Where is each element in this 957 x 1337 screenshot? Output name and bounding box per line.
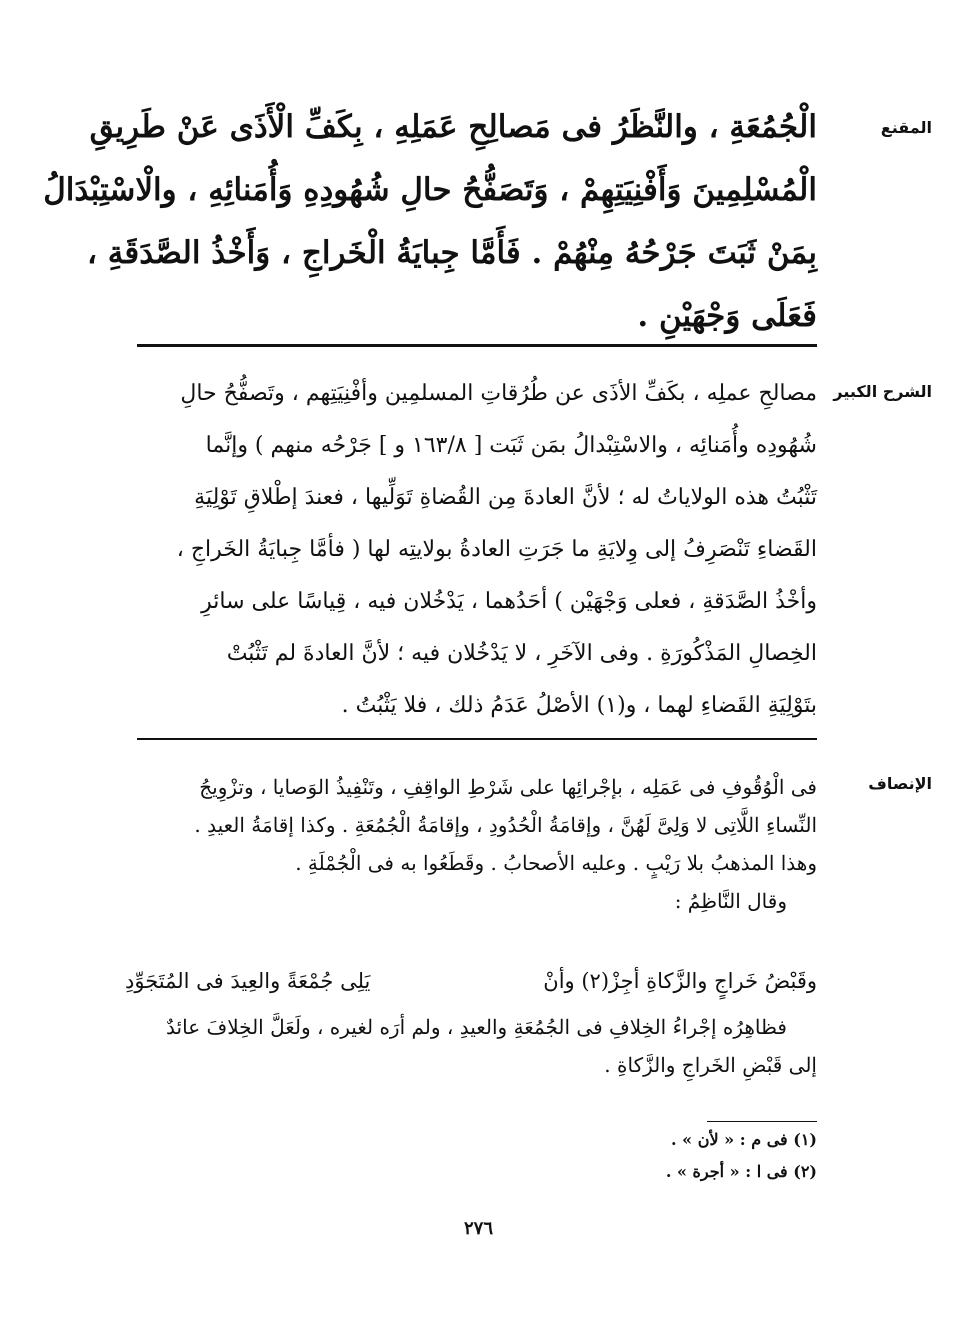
poem-second-hemistich: يَلِى جُمْعَةً والعِيدَ فى المُتَجَوِّدِ bbox=[125, 969, 371, 993]
page-number: ٢٧٦ bbox=[463, 1218, 493, 1239]
section-divider bbox=[137, 738, 817, 740]
text-line: الْمُسْلِمِينَ وَأَفْنِيَتِهِمْ ، وَتَصَفُّحُ حالِ شُهُودِهِ وَأُمَنائِهِ ، والْاسْتِبْدَالُ bbox=[43, 172, 817, 208]
poem-first-hemistich: وقَبْضُ خَراجٍ والزَّكاةِ أجِزْ(٢) وأنْ bbox=[543, 969, 817, 993]
text-line: وهذا المذهبُ بلا رَيْبٍ . وعليه الأصحابُ . وقَطَعُوا به فى الْجُمْلَةِ . bbox=[295, 851, 817, 875]
text-line: القَضاءِ تَنْصَرِفُ إلى وِلايَةِ ما جَرَتِ العادةُ بولايتِه لها ( فأمَّا جِبايَةُ الخَراجِ ، bbox=[176, 537, 817, 562]
text-line: تَثْبُتُ هذه الولاياتُ له ؛ لأنَّ العادةَ مِن القُضاةِ تَوَلِّيها ، فعندَ إطْلاقِ تَوْلِيَةِ bbox=[194, 485, 817, 510]
text-line: فَعَلَى وَجْهَيْنِ . bbox=[637, 298, 817, 334]
footnote: (٢) فى ا : « أجرة » . bbox=[665, 1162, 817, 1181]
text-line: بِمَنْ ثَبَتَ جَرْحُهُ مِنْهُمْ . فَأَمَّا جِبايَةُ الْخَراجِ ، وَأَخْذُ الصَّدَقَةِ ، bbox=[86, 235, 817, 271]
footnote: (١) فى م : « لأن » . bbox=[671, 1130, 817, 1149]
section-label-sharh: الشرح الكبير bbox=[833, 382, 932, 401]
section-divider bbox=[137, 344, 817, 347]
text-line: الْجُمُعَةِ ، والنَّظَرُ فى مَصالِحِ عَمَلِهِ ، بِكَفِّ الْأَذَى عَنْ طَرِيقِ bbox=[89, 109, 817, 145]
section-text-insaf bbox=[125, 768, 817, 920]
section-text-insaf-continued bbox=[125, 1008, 817, 1084]
text-line: وأخْذُ الصَّدَقةِ ، فعلى وَجْهَيْن ) أحَدُهما ، يَدْخُلان فيه ، قِياسًا على سائرِ bbox=[201, 589, 817, 614]
poem-verse bbox=[125, 956, 817, 1006]
text-line: الخِصالِ المَذْكُورَةِ . وفى الآخَرِ ، لا يَدْخُلان فيه ؛ لأنَّ العادةَ لم تَثْبُتْ bbox=[226, 641, 817, 666]
text-line: فظاهِرُه إجْراءُ الخِلافِ فى الجُمُعَةِ والعيدِ ، ولم أرَه لغيره ، ولَعَلَّ الخِلافَ عائدٌ bbox=[166, 1015, 787, 1039]
text-line: فى الْوُقُوفِ فى عَمَلِه ، بإجْرائِها على شَرْطِ الواقِفِ ، وتَنْفِيذُ الوَصايا ، وتزْوِيجُ bbox=[199, 775, 817, 799]
text-line: النِّساءِ اللَّاتِى لا وَلِىَّ لَهُنَّ ، وإقامَةُ الْحُدُودِ ، وإقامَةُ الْجُمُعَةِ . وكذا إقامَةُ العيدِ . bbox=[194, 813, 817, 837]
section-label-muqni: المقنع bbox=[880, 118, 932, 137]
section-text-muqni bbox=[43, 96, 817, 348]
text-line: إلى قَبْضِ الخَراجِ والزَّكاةِ . bbox=[604, 1053, 817, 1077]
text-line: بتَوْلِيَةِ القَضاءِ لهما ، و(١) الأصْلُ عَدَمُ ذلك ، فلا يَثْبُتُ . bbox=[341, 693, 817, 718]
text-line: شُهُودِه وأُمَنائِه ، والاسْتِبْدالُ بمَن ثَبَت [ ١٦٣/٨ و ] جَرْحُه منهم ) وإنَّما bbox=[205, 433, 817, 458]
footnote-divider bbox=[707, 1121, 817, 1122]
text-line: مصالحِ عملِه ، بكَفِّ الأذَى عن طُرُقاتِ المسلمِين وأفْنِيَتِهم ، وتَصفُّحُ حالِ bbox=[180, 381, 817, 406]
section-text-sharh bbox=[125, 368, 817, 732]
section-label-insaf: الإنصاف bbox=[868, 774, 932, 793]
text-line: وقال النَّاظِمُ : bbox=[674, 889, 787, 913]
